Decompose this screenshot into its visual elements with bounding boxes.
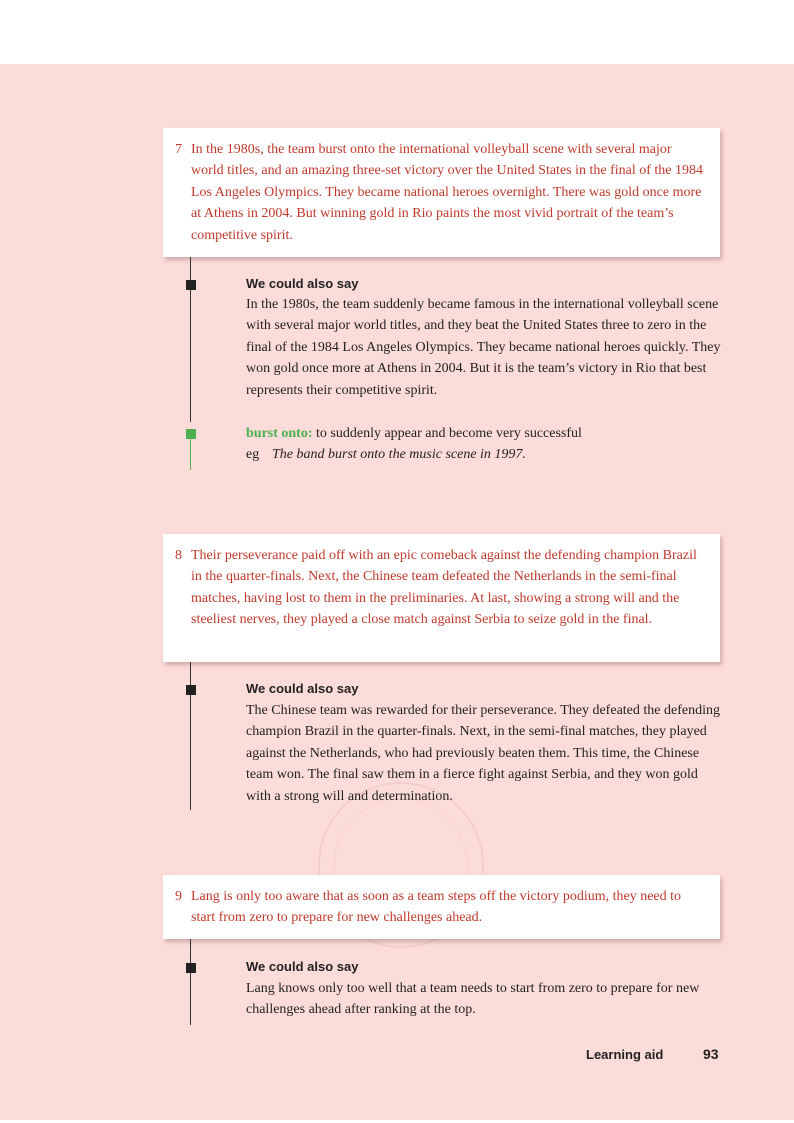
paragraph-box-8: [163, 534, 720, 662]
alternative-heading: We could also say: [246, 276, 359, 291]
paragraph-box-7: [163, 128, 720, 257]
footer-section-label: Learning aid: [586, 1047, 664, 1062]
alternative-heading: We could also say: [246, 959, 359, 974]
example-sentence: The band burst onto the music scene in 1997.: [272, 447, 526, 463]
alternative-heading: We could also say: [246, 681, 359, 696]
paragraph-text: Lang is only too aware that as soon as a team steps off the victory podium, they need to start from zero to prepare for new challenges ahead.: [191, 889, 682, 926]
paragraph-number: 8: [175, 548, 182, 563]
alternative-text: The Chinese team was rewarded for their perseverance. They defeated the defending champion Brazil in the quarter-finals. Next, in the semi-final matches, they played against the Netherlands, who had previously beaten them. This time, the Chinese team won. The final saw them in a fierce fight against Serbia, and they won gold with a strong will and determination.: [246, 703, 720, 804]
alternative-text: Lang knows only too well that a team needs to start from zero to prepare for new challenges ahead after ranking at the top.: [246, 981, 700, 1018]
vocab-entry: [246, 423, 716, 466]
vocab-term: burst onto:: [246, 426, 313, 441]
vocab-bullet-icon: [186, 429, 196, 439]
paragraph-text: Their perseverance paid off with an epic comeback against the defending champion Brazil in the quarter-finals. Next, the Chinese team defeated the Netherlands in the semi-final matches, having lost to them in the preliminaries. At last, showing a strong will and the steeliest nerves, they played a close match against Serbia to seize gold in the final.: [191, 548, 697, 628]
vocab-definition-line: [246, 423, 716, 444]
section-9-rule: [190, 939, 191, 1025]
paragraph-number: 7: [175, 142, 182, 157]
vocab-example-line: [246, 444, 716, 465]
paragraph-number: 9: [175, 889, 182, 904]
paragraph-text: In the 1980s, the team burst onto the international volleyball scene with several major world titles, and an amazing three-set victory over the United States in the final of the 1984 Los Angeles Olympics. They became national heroes overnight. There was gold once more at Athens in 2004. But winning gold in Rio paints the most vivid portrait of the team’s competitive spirit.: [191, 142, 704, 243]
bullet-square-icon: [186, 963, 196, 973]
example-label: eg: [246, 447, 260, 463]
page-number: 93: [703, 1046, 719, 1062]
bullet-square-icon: [186, 685, 196, 695]
vocab-definition: to suddenly appear and become very successful: [316, 426, 582, 441]
paragraph-box-9: [163, 875, 720, 939]
bullet-square-icon: [186, 280, 196, 290]
alternative-text: In the 1980s, the team suddenly became famous in the international volleyball scene with several major world titles, and they beat the United States three to zero in the final of the 1984 Los Angeles Olympics. They became national heroes quickly. They won gold once more at Athens in 2004. But it is the team’s victory in Rio that best represents their competitive spirit.: [246, 297, 721, 398]
